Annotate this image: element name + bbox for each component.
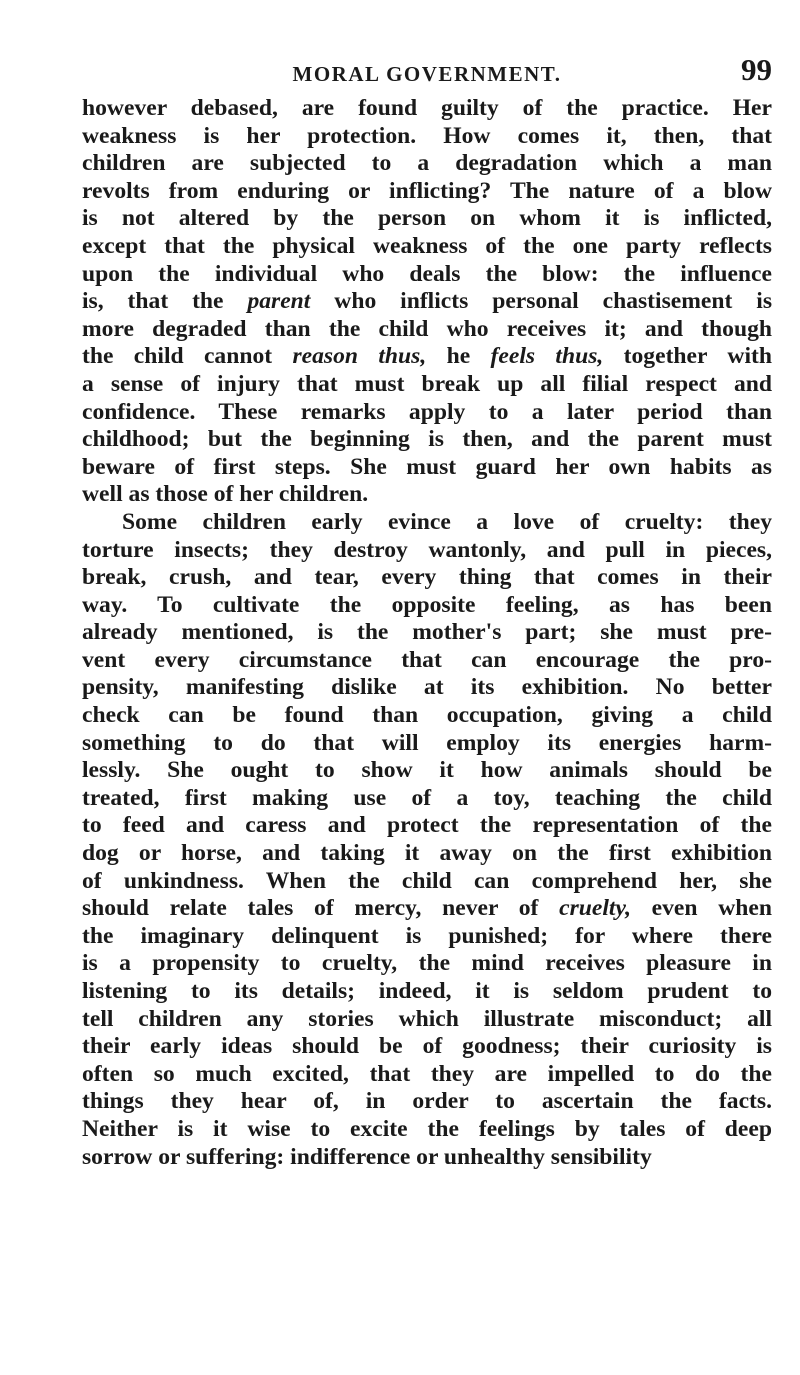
italic-emphasis: cruelty, — [559, 895, 631, 922]
text-line: torture insects; they destroy wantonly, and pull in pieces, — [82, 536, 772, 563]
text-line: tell children any stories which illustrate misconduct; all — [82, 1005, 772, 1032]
text-line: except that the physical weakness of the one party reflects — [82, 232, 772, 259]
text-line: something to do that will employ its energies harm- — [82, 729, 772, 756]
text-line: revolts from enduring or inflicting? The nature of a blow — [82, 177, 772, 204]
italic-emphasis: reason thus, — [292, 343, 427, 370]
text-line: however debased, are found guilty of the practice. Her — [82, 95, 772, 121]
text-line: lessly. She ought to show it how animals should be — [82, 757, 772, 784]
text-line: is a propensity to cruelty, the mind receives pleasure in — [82, 950, 772, 977]
text-line: sorrow or suffering: indifference or unhealthy sensibility — [82, 1143, 652, 1170]
text-line: childhood; but the beginning is then, and the parent must — [82, 426, 772, 453]
text-line: listening to its details; indeed, it is seldom prudent to — [82, 978, 772, 1004]
text-line: treated, first making use of a toy, teaching the child — [82, 784, 772, 811]
body-text — [82, 95, 772, 1171]
text-line: Neither is it wise to excite the feelings by tales of deep — [82, 1115, 772, 1142]
text-line: children are subjected to a degradation which a man — [82, 150, 772, 177]
italic-emphasis: parent — [247, 288, 311, 315]
text-line: of unkindness. When the child can comprehend her, she — [82, 867, 772, 894]
text-line: should relate tales of mercy, never of cruelty, even when — [82, 895, 772, 922]
text-line: their early ideas should be of goodness; their curiosity is — [82, 1033, 772, 1060]
text-line: Some children early evince a love of cruelty: they — [122, 508, 772, 535]
text-line: weakness is her protection. How comes it, then, that — [82, 122, 772, 149]
text-line: way. To cultivate the opposite feeling, as has been — [82, 591, 772, 618]
text-line: the imaginary delinquent is punished; for where there — [82, 922, 772, 949]
text-line: upon the individual who deals the blow: the influence — [82, 260, 772, 287]
text-line: already mentioned, is the mother's part; she must pre- — [82, 619, 772, 646]
text-line: well as those of her children. — [82, 481, 369, 508]
text-line: beware of first steps. She must guard her own habits as — [82, 453, 772, 480]
text-line: confidence. These remarks apply to a later period than — [82, 398, 772, 425]
text-line: to feed and caress and protect the representation of the — [82, 812, 772, 839]
text-line: check can be found than occupation, giving a child — [82, 702, 772, 729]
text-line: is, that the parent who inflicts personal chastisement is — [82, 288, 772, 315]
italic-emphasis: feels thus, — [490, 343, 604, 370]
running-title: MORAL GOVERNMENT. — [292, 62, 562, 86]
text-line: a sense of injury that must break up all filial respect and — [82, 370, 772, 397]
text-line: vent every circumstance that can encourage the pro- — [82, 646, 772, 673]
text-line: pensity, manifesting dislike at its exhibition. No better — [82, 674, 772, 701]
text-line: more degraded than the child who receives it; and though — [82, 315, 772, 342]
text-line: things they hear of, in order to ascertain the facts. — [82, 1088, 772, 1115]
text-line: is not altered by the person on whom it is inflicted, — [82, 205, 772, 232]
text-line: often so much excited, that they are impelled to do the — [82, 1060, 772, 1087]
text-line: break, crush, and tear, every thing that comes in their — [82, 564, 772, 591]
text-line: dog or horse, and taking it away on the first exhibition — [82, 840, 772, 867]
text-line: the child cannot reason thus, he feels thus, together with — [82, 343, 772, 370]
page-number: 99 — [741, 52, 772, 87]
running-head — [82, 52, 772, 92]
